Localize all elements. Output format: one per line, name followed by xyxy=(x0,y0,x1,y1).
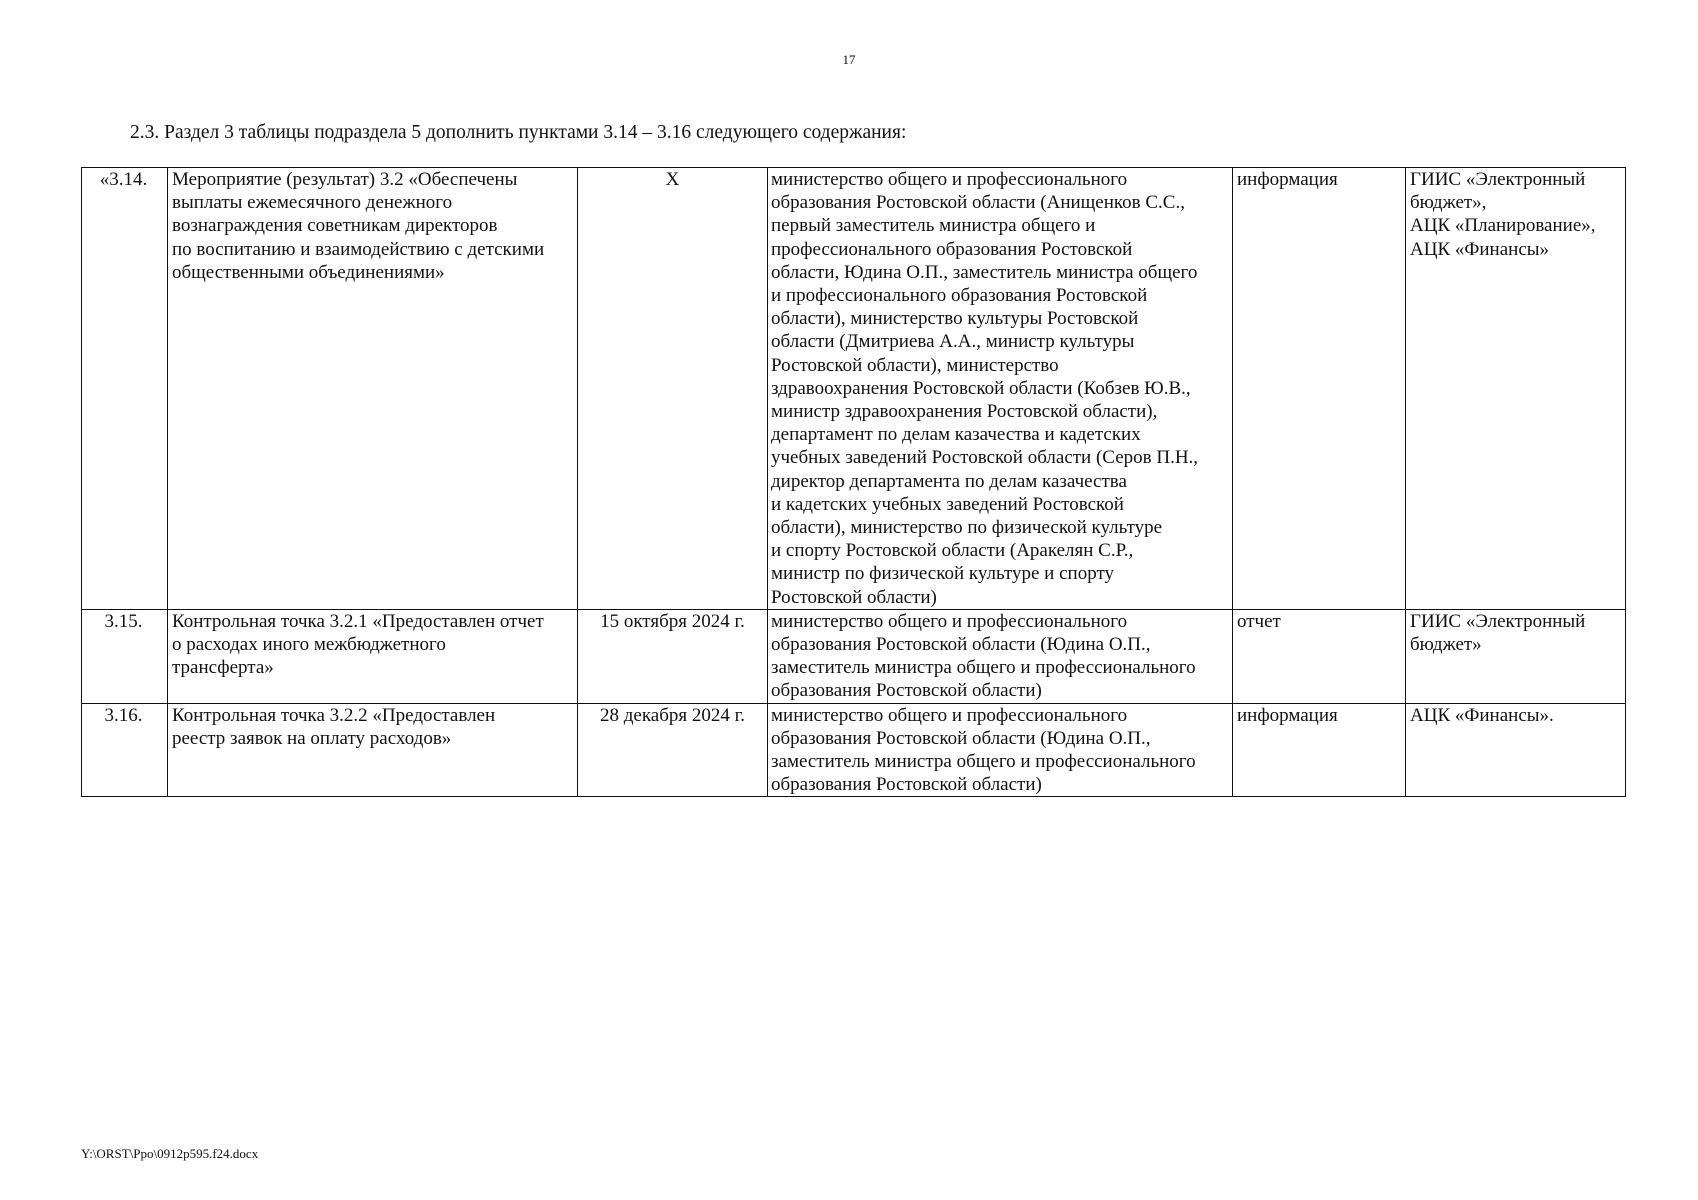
cell-information-system xyxy=(1406,703,1626,797)
table-row xyxy=(82,609,1626,703)
cell-responsible xyxy=(768,168,1233,610)
text-line: заместитель министра общего и профессионального xyxy=(771,657,1196,679)
text-line: реестр заявок на оплату расходов» xyxy=(172,727,452,749)
cell-text: Х xyxy=(665,169,680,190)
cell-event xyxy=(168,609,578,703)
text-line: АЦК «Планирование», xyxy=(1410,215,1596,237)
text-line: о расходах иного межбюджетного xyxy=(172,634,446,656)
cell-event xyxy=(168,703,578,797)
table-row xyxy=(82,168,1626,610)
cell-text: информация xyxy=(1237,704,1338,726)
text-line: общественными объединениями» xyxy=(172,261,445,283)
table-row xyxy=(82,703,1626,797)
text-line: министр здравоохранения Ростовской области), xyxy=(771,401,1158,423)
cell-text: 15 октября 2024 г. xyxy=(600,610,745,632)
table-body xyxy=(82,168,1626,797)
text-line: бюджет» xyxy=(1410,634,1482,656)
text-line: и профессионального образования Ростовской xyxy=(771,285,1148,307)
cell-text: 3.15. xyxy=(104,610,143,632)
intro-paragraph: 2.3. Раздел 3 таблицы подраздела 5 дополнить пунктами 3.14 – 3.16 следующего содержания: xyxy=(130,122,907,143)
text-line: Мероприятие (результат) 3.2 «Обеспечены xyxy=(172,169,518,190)
measures-table xyxy=(81,167,1626,797)
text-line: и спорту Ростовской области (Аракелян С.Р., xyxy=(771,540,1134,562)
text-line: министерство общего и профессионального xyxy=(771,610,1128,632)
text-line: области, Юдина О.П., заместитель министра общего xyxy=(771,261,1198,283)
text-line: образования Ростовской области) xyxy=(771,680,1042,702)
page-number: 17 xyxy=(842,52,856,67)
cell-text: отчет xyxy=(1237,610,1281,632)
text-line: образования Ростовской области) xyxy=(771,774,1042,796)
text-line: профессионального образования Ростовской xyxy=(771,238,1133,260)
text-line: заместитель министра общего и профессионального xyxy=(771,751,1196,773)
text-line: Контрольная точка 3.2.2 «Предоставлен xyxy=(172,704,496,726)
text-line: министерство общего и профессионального xyxy=(771,704,1128,726)
text-line: и кадетских учебных заведений Ростовской xyxy=(771,493,1124,515)
text-line: трансферта» xyxy=(172,657,274,679)
text-line: департамент по делам казачества и кадетских xyxy=(771,424,1141,446)
cell-deadline xyxy=(578,168,768,610)
text-line: области), министерство по физической культуре xyxy=(771,517,1163,539)
cell-deadline xyxy=(578,609,768,703)
cell-item-number xyxy=(82,703,168,797)
cell-responsible xyxy=(768,703,1233,797)
cell-information-system xyxy=(1406,609,1626,703)
cell-deadline xyxy=(578,703,768,797)
cell-responsible xyxy=(768,609,1233,703)
text-line: области), министерство культуры Ростовской xyxy=(771,308,1139,330)
cell-information-system xyxy=(1406,168,1626,610)
text-line: министр по физической культуре и спорту xyxy=(771,563,1115,585)
text-line: образования Ростовской области (Анищенков С.С., xyxy=(771,192,1185,214)
cell-item-number xyxy=(82,168,168,610)
text-line: учебных заведений Ростовской области (Серов П.Н., xyxy=(771,447,1199,469)
cell-text: 28 декабря 2024 г. xyxy=(599,704,746,726)
text-line: здравоохранения Ростовской области (Кобзев Ю.В., xyxy=(771,377,1191,399)
cell-document-type xyxy=(1233,168,1406,610)
text-line: бюджет», xyxy=(1410,192,1487,214)
cell-event xyxy=(168,168,578,610)
cell-text: информация xyxy=(1237,169,1338,190)
text-line: вознаграждения советникам директоров xyxy=(172,215,498,237)
text-line: директор департамента по делам казачества xyxy=(771,470,1127,492)
text-line: ГИИС «Электронный xyxy=(1410,169,1586,190)
footer-file-path: Y:\ORST\Ppo\0912p595.f24.docx xyxy=(81,1146,259,1161)
cell-item-number xyxy=(82,609,168,703)
cell-document-type xyxy=(1233,703,1406,797)
text-line: АЦК «Финансы» xyxy=(1410,238,1550,260)
text-line: Ростовской области) xyxy=(771,586,937,608)
text-line: ГИИС «Электронный xyxy=(1410,610,1586,632)
text-line: АЦК «Финансы». xyxy=(1410,704,1554,726)
cell-text: 3.16. xyxy=(104,704,143,726)
text-line: Контрольная точка 3.2.1 «Предоставлен отчет xyxy=(172,610,544,632)
cell-document-type xyxy=(1233,609,1406,703)
cell-text: «3.14. xyxy=(99,169,148,190)
text-line: выплаты ежемесячного денежного xyxy=(172,192,453,214)
text-line: образования Ростовской области (Юдина О.П., xyxy=(771,727,1151,749)
text-line: Ростовской области), министерство xyxy=(771,354,1059,376)
text-line: по воспитанию и взаимодействию с детскими xyxy=(172,238,545,260)
text-line: первый заместитель министра общего и xyxy=(771,215,1096,237)
text-line: образования Ростовской области (Юдина О.П., xyxy=(771,634,1151,656)
text-line: области (Дмитриева А.А., министр культуры xyxy=(771,331,1135,353)
text-line: министерство общего и профессионального xyxy=(771,169,1128,190)
